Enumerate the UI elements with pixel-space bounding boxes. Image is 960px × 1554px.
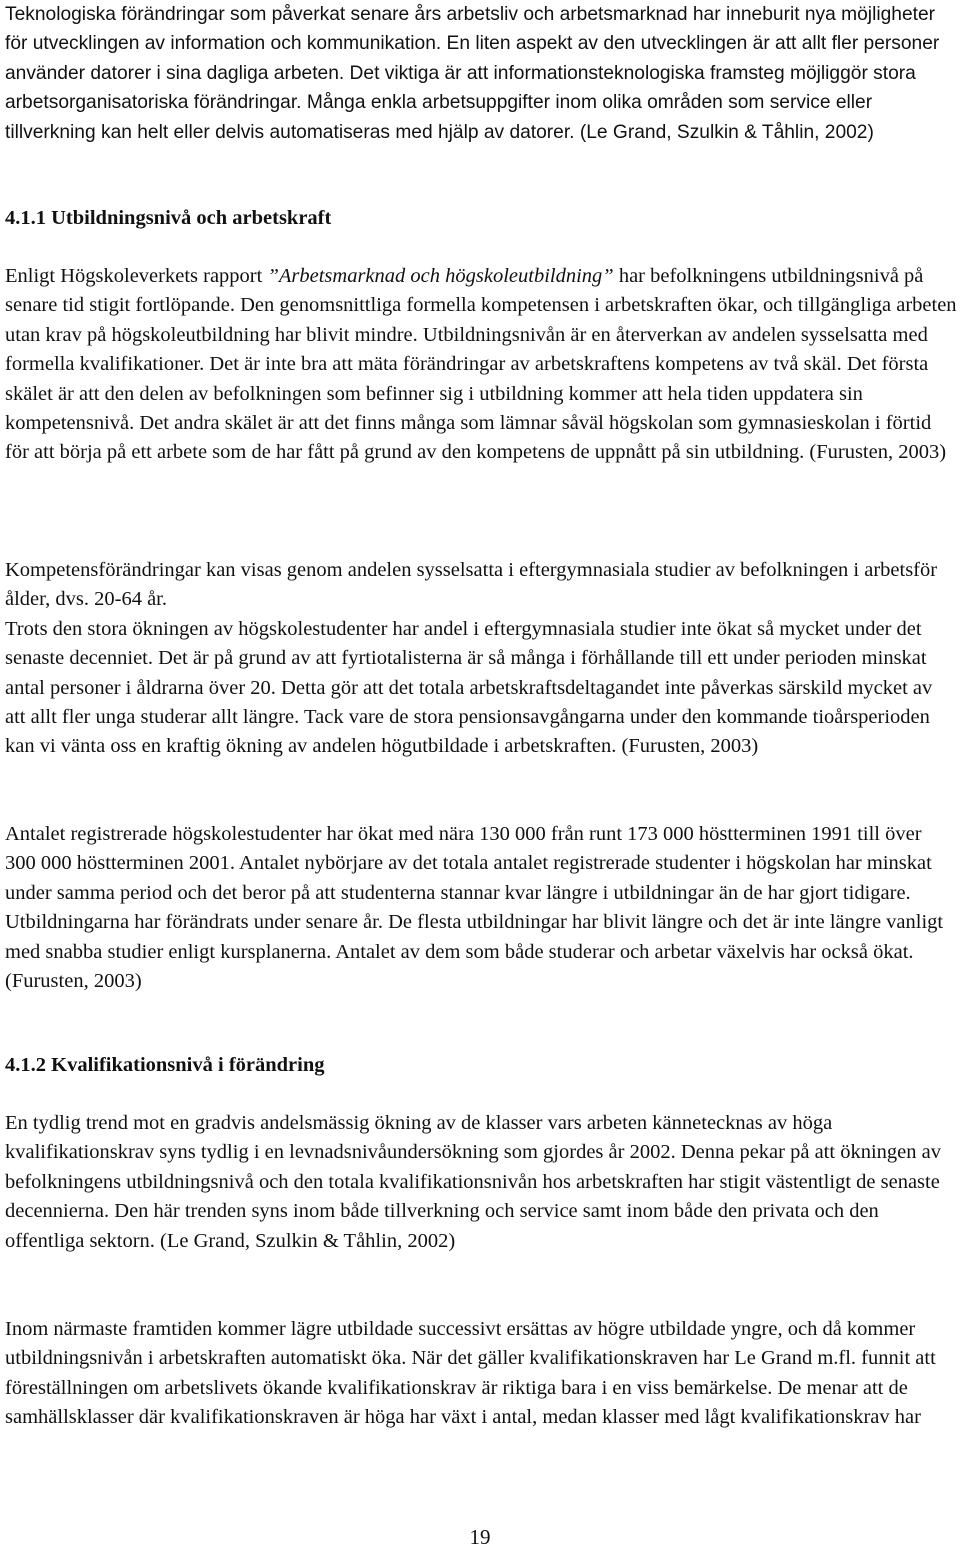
- paragraph-future-outlook: Inom närmaste framtiden kommer lägre utbildade successivt ersättas av högre utbildade yngre, och då kommer utbildningsnivån i arbetskraften automatiskt öka. När det gäller kvalifikationskraven har Le Grand m.fl. funnit att föreställningen om arbetslivets ökande kvalifikationskrav är riktiga bara i en viss bemärkelse. De menar att de samhällsklasser där kvalifikationskraven är höga har växt i antal, medan klasser med lågt kvalifikationskrav har: [5, 1318, 936, 1429]
- paragraph-it-development: Teknologiska förändringar som påverkat senare års arbetsliv och arbetsmarknad har inneburit nya möjligheter för utvecklingen av information och kommunikation. En liten aspekt av den utvecklingen är att allt fler personer använder datorer i sina dagliga arbeten. Det viktiga är att informationsteknologiska framsteg möjliggör stora arbetsorganisatoriska förändringar. Många enkla arbetsuppgifter inom olika områden som service eller tillverkning kan helt eller delvis automatiseras med hjälp av datorer. (Le Grand, Szulkin & Tåhlin, 2002): [5, 4, 940, 143]
- section-heading-4-1-1: 4.1.1 Utbildningsnivå och arbetskraft: [5, 207, 332, 229]
- report-title: ”Arbetsmarknad och högskoleutbildning”: [267, 265, 614, 287]
- section-heading-4-1-2: 4.1.2 Kvalifikationsnivå i förändring: [5, 1054, 325, 1076]
- paragraph-qualification-trend: En tydlig trend mot en gradvis andelsmässig ökning av de klasser vars arbeten kännetecknas av höga kvalifikationskrav syns tydlig i en levnadsnivåundersökning som gjordes år 2002. Denna pekar på att ökningen av befolkningens utbildningsnivå och den totala kvalifikationsnivån hos arbetskraften har stigit västentligt de senaste decennierna. Den här trenden syns inom både tillverkning och service samt inom både den privata och den offentliga sektorn. (Le Grand, Szulkin & Tåhlin, 2002): [5, 1112, 941, 1252]
- paragraph-competence-change: Kompetensförändringar kan visas genom andelen sysselsatta i eftergymnasiala studier av befolkningen i arbetsför ålder, dvs. 20-64 år.: [5, 559, 938, 611]
- paragraph-education-level-start: Enligt Högskoleverkets rapport: [5, 265, 268, 287]
- paragraph-student-increase: Trots den stora ökningen av högskolestudenter har andel i eftergymnasiala studier inte ökat så mycket under det senaste decenniet. Det är på grund av att fyrtiotalisterna är så många i förhållande till ett under perioden minskat antal personer i åldrarna över 20. Detta gör att det totala arbetskraftsdeltagandet inte påverkas särskild mycket av att allt fler unga studerar allt längre. Tack vare de stora pensionsavgångarna under den kommande tioårsperioden kan vi vänta oss en kraftig ökning av andelen högutbildade i arbetskraften. (Furusten, 2003): [5, 617, 933, 758]
- paragraph-education-level-rest: har befolkningens utbildningsnivå på senare tid stigit fortlöpande. Den genomsnittliga formella kompetensen i arbetskraften ökar, och tillgängliga arbeten utan krav på högskoleutbildning har blivit mindre. Utbildningsnivån är en återverkan av andelen sysselsatta med formella kvalifikationer. Det är inte bra att mäta förändringar av arbetskraftens kompetens av två skäl. Det första skälet är att den delen av befolkningen som befinner sig i utbildning kommer att hela tiden uppdatera sin kompetensnivå. Det andra skälet är att det finns många som lämnar såväl högskolan som gymnasieskolan i förtid för att börja på ett arbete som de har fått på grund av den kompetens de uppnått på sin utbildning. (Furusten, 2003): [5, 265, 957, 464]
- page-number: 19: [469, 1525, 491, 1549]
- paragraph-registered-students: Antalet registrerade högskolestudenter har ökat med nära 130 000 från runt 173 000 höstterminen 1991 till över 300 000 höstterminen 2001. Antalet nybörjare av det totala antalet registrerade studenter i högskolan har minskat under samma period och det beror på att studenterna stannar kvar längre i utbildningar än de har gjort tidigare. Utbildningarna har förändrats under senare år. De flesta utbildningar har blivit längre och det är inte längre vanligt med snabba studier enligt kursplanerna. Antalet av dem som både studerar och arbetar växelvis har också ökat. (Furusten, 2003): [5, 823, 944, 993]
- paragraph-education-level: [5, 262, 957, 468]
- competence-paragraphs: [5, 556, 957, 762]
